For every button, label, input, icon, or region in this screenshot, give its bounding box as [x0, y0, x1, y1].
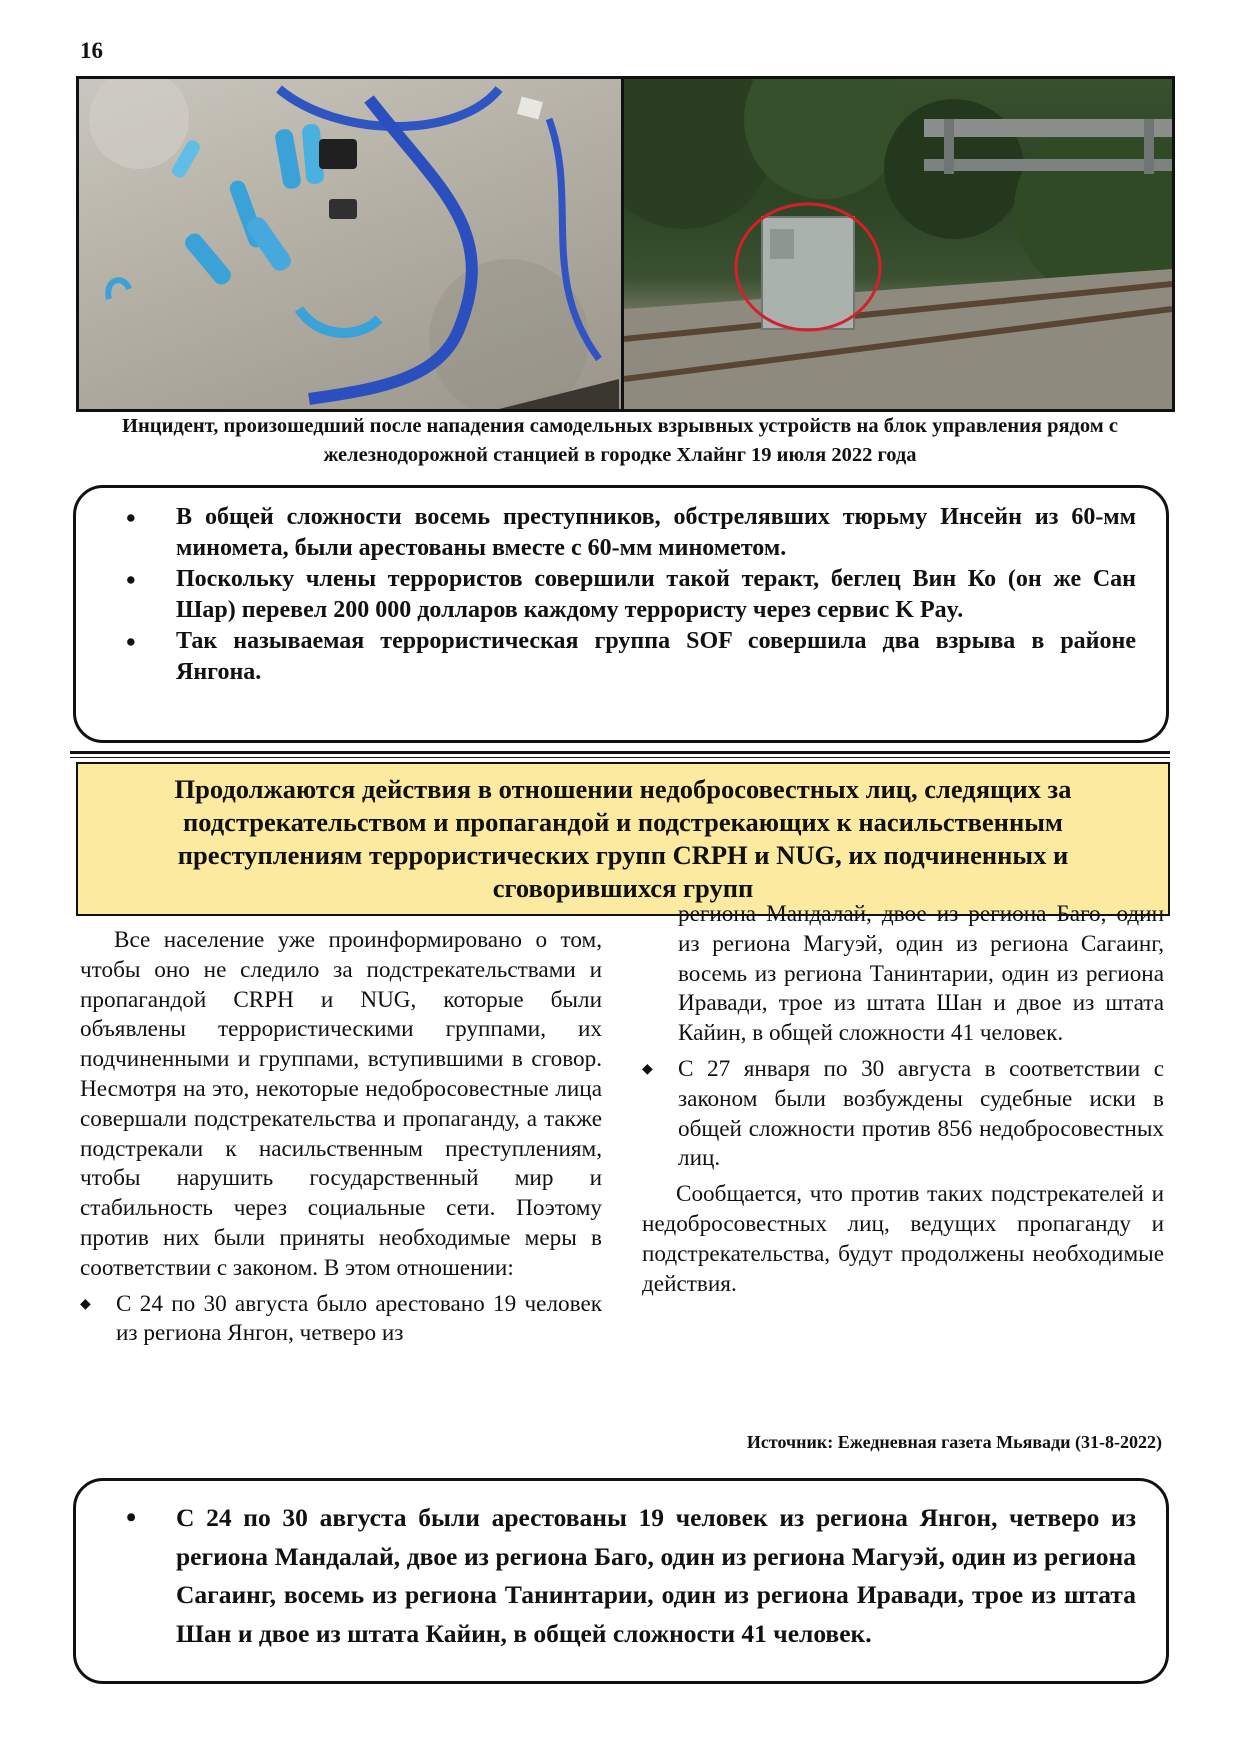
railway-illustration: [624, 79, 1172, 409]
article-column-left: [80, 926, 602, 1349]
photo-ied-debris: [79, 79, 621, 409]
divider-thin: [70, 757, 1170, 758]
photo-strip: [76, 76, 1175, 412]
article-closing: Сообщается, что против таких подстрекателей и недобросовестных лиц, ведущих пропаганду и подстрекательства, будут продолжены необходимые действия.: [642, 1181, 1164, 1297]
article-bullet: [642, 1055, 1164, 1174]
summary-box-top: [73, 485, 1169, 743]
article-bullet: [80, 1290, 602, 1350]
diamond-bullet-icon: ◆: [642, 1061, 653, 1077]
summary-item: • Поскольку члены террористов совершили такой теракт, беглец Вин Ко (он же Сан Шар) перевел 200 000 долларов каждому террористу через сервис K Pay.: [126, 564, 1136, 626]
diamond-bullet-icon: ◆: [80, 1296, 91, 1312]
article-source: Источник: Ежедневная газета Мьявади (31-8-2022): [746, 1432, 1162, 1452]
summary-list-top: [126, 502, 1136, 688]
article-bullet-text: С 27 января по 30 августа в соответствии с законом были возбуждены судебные иски в общей сложности против 856 недобросовестных лиц.: [678, 1055, 1164, 1172]
article-headline: Продолжаются действия в отношении недобросовестных лиц, следящих за подстрекательством и пропагандой и подстрекающих к насильственным преступлениям террористических групп CRPH и NUG, их подчиненных и сговорившихся групп: [76, 762, 1170, 916]
page-number: 16: [80, 38, 103, 63]
summary-item: • Так называемая террористическая группа SOF совершила два взрыва в районе Янгона.: [126, 626, 1136, 688]
photo-railway-control-unit: [624, 79, 1172, 409]
article-bullet-text: С 24 по 30 августа было арестовано 19 человек из региона Янгон, четверо из: [116, 1290, 602, 1347]
summary-box-bottom: [73, 1478, 1169, 1684]
article-bullet-text: региона Мандалай, двое из региона Баго, один из региона Магуэй, один из региона Сагаинг, восемь из региона Танинтарии, один из региона Иравади, трое из штата Шан и двое из штата Кайин, в общей сложности 41 человек.: [678, 901, 1164, 1047]
article-paragraph: Все население уже проинформировано о том, чтобы оно не следило за подстрекательствами и пропагандой CRPH и NUG, которые были объявлены террористическими группами, их подчиненными и группами, вступившими в сговор. Несмотря на это, некоторые недобросовестные лица совершали подстрекательства и пропаганду, а также подстрекали к насильственным преступлениям, чтобы нарушить государственный мир и стабильность через социальные сети. Поэтому против них были приняты необходимые меры в соответствии с законом. В этом отношении:: [80, 927, 602, 1281]
photo-caption: Инцидент, произошедший после нападения самодельных взрывных устройств на блок управления рядом с железнодорожной станцией в городке Хлайнг 19 июля 2022 года: [122, 415, 1118, 466]
article-column-right: [642, 901, 1164, 1299]
divider-thick: [70, 751, 1170, 754]
summary-list-bottom: [126, 1499, 1136, 1653]
article-bullet-continued: [642, 900, 1164, 1049]
summary-item: • В общей сложности восемь преступников, обстрелявших тюрьму Инсейн из 60-мм миномета, были арестованы вместе с 60-мм минометом.: [126, 502, 1136, 564]
summary-item: • С 24 по 30 августа были арестованы 19 человек из региона Янгон, четверо из региона Мандалай, двое из региона Баго, один из региона Магуэй, один из региона Сагаинг, восемь из региона Танинтарии, один из региона Иравади, трое из штата Шан и двое из штата Кайин, в общей сложности 41 человек.: [126, 1499, 1136, 1653]
ied-debris-illustration: [79, 79, 621, 409]
